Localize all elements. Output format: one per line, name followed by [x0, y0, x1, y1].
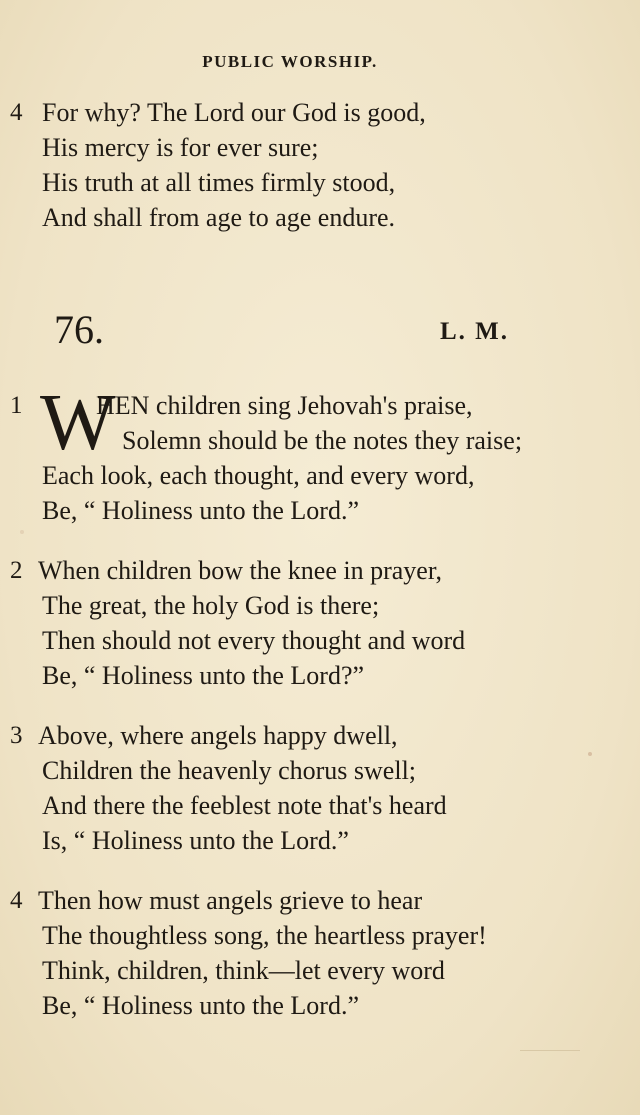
verse-first-line: HEN children sing Jehovah's praise, [96, 391, 473, 420]
verse-line: And shall from age to age endure. [42, 203, 396, 232]
verse-line: Think, children, think—let every word [42, 956, 445, 985]
verse-line: For why? The Lord our God is good, [42, 98, 426, 127]
drop-cap: W [40, 379, 116, 467]
verse-line: The thoughtless song, the heartless prayer! [42, 921, 487, 950]
hymn-number: 76. [54, 307, 104, 352]
verse-line: Above, where angels happy dwell, [38, 721, 398, 750]
verse-line: Be, “ Holiness unto the Lord.” [42, 991, 359, 1020]
verse-line: Children the heavenly chorus swell; [42, 756, 417, 785]
verse-line: Each look, each thought, and every word, [42, 461, 475, 490]
verse-number: 2 [10, 557, 23, 584]
verse-number: 4 [10, 99, 23, 126]
verse-line: And there the feeblest note that's heard [42, 791, 447, 820]
verse-line: His mercy is for ever sure; [42, 133, 319, 162]
running-head: PUBLIC WORSHIP. [202, 52, 378, 71]
paper-spot [588, 752, 592, 756]
verse-line: Solemn should be the notes they raise; [122, 426, 523, 455]
verse-line: When children bow the knee in prayer, [38, 556, 442, 585]
verse-number: 3 [10, 722, 23, 749]
hymn-meter: L. M. [440, 318, 510, 345]
verse-line: Be, “ Holiness unto the Lord?” [42, 661, 365, 690]
verse-number: 1 [10, 392, 23, 419]
verse-line: Then should not every thought and word [42, 626, 466, 655]
verse-number: 4 [10, 887, 23, 914]
paper-spot [20, 530, 24, 534]
page-mark [520, 1050, 580, 1051]
verse-line: The great, the holy God is there; [42, 591, 380, 620]
verse-line: Is, “ Holiness unto the Lord.” [42, 826, 349, 855]
verse-line: Then how must angels grieve to hear [38, 886, 423, 915]
verse-line: His truth at all times firmly stood, [42, 168, 396, 197]
verse-line: Be, “ Holiness unto the Lord.” [42, 496, 359, 525]
